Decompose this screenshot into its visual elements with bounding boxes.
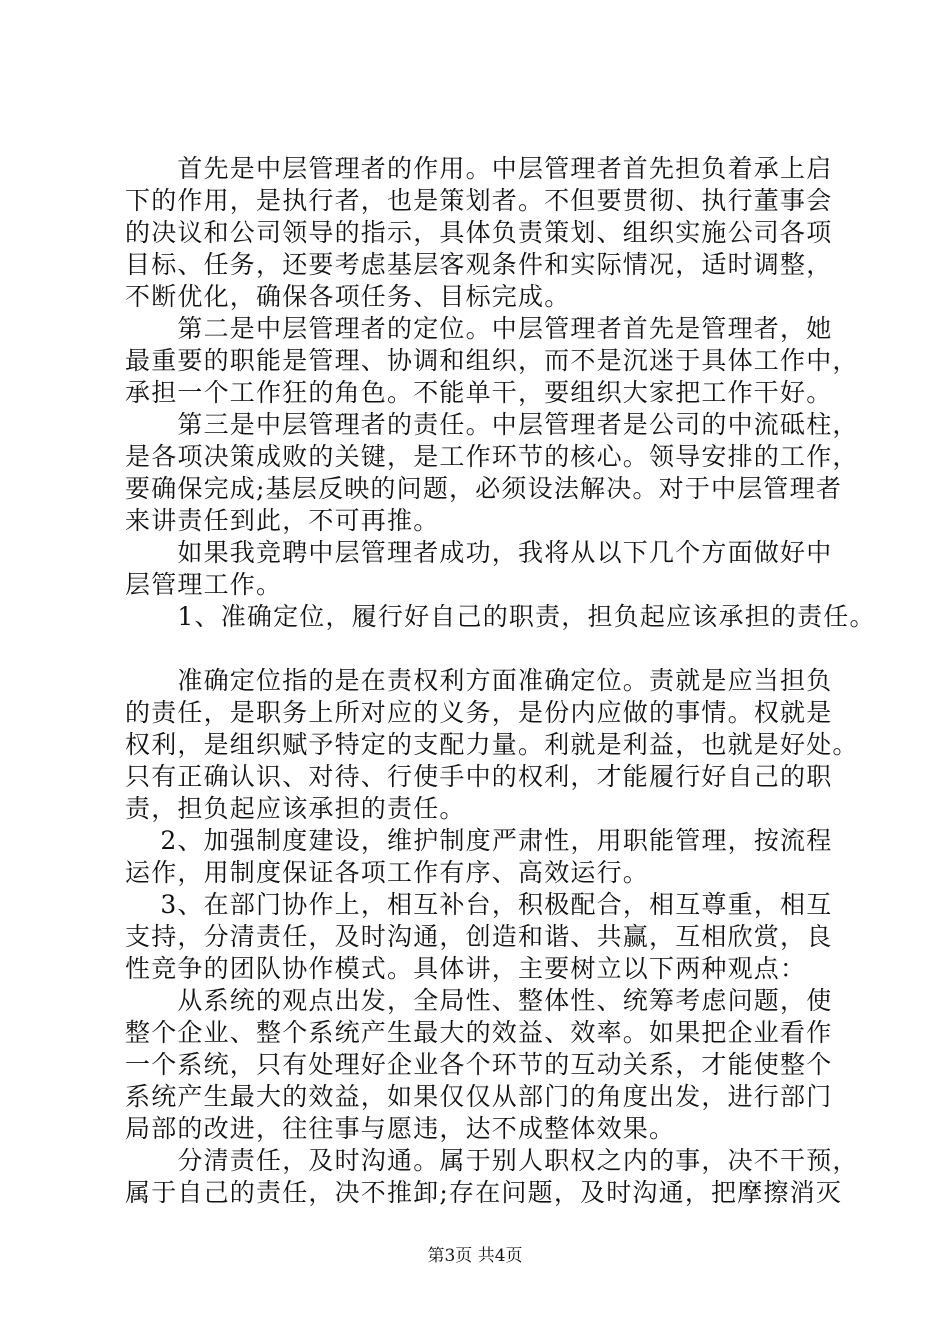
- text-line: 系统产生最大的效益，如果仅仅从部门的角度出发，进行部门: [125, 1082, 833, 1111]
- text-line: 目标、任务，还要考虑基层客观条件和实际情况，适时调整，: [125, 250, 833, 279]
- text-line: 下的作用，是执行者，也是策划者。不但要贯彻、执行董事会: [125, 186, 833, 215]
- text-line: 不断优化，确保各项任务、目标完成。: [125, 282, 571, 311]
- text-line: 3、在部门协作上，相互补台，积极配合，相互尊重，相互: [125, 890, 833, 919]
- text-line: 要确保完成;基层反映的问题，必须设法解决。对于中层管理者: [125, 474, 843, 503]
- page-footer: 第3页 共4页: [427, 1246, 523, 1266]
- text-line: 一个系统，只有处理好企业各个环节的互动关系，才能使整个: [125, 1050, 833, 1079]
- text-line: 准确定位指的是在责权利方面准确定位。责就是应当担负: [125, 666, 833, 695]
- text-line: 属于自己的责任，决不推卸;存在问题，及时沟通，把摩擦消灭: [125, 1178, 843, 1207]
- text-line: 分清责任，及时沟通。属于别人职权之内的事，决不干预，: [125, 1146, 859, 1175]
- text-line: 是各项决策成败的关键，是工作环节的核心。领导安排的工作，: [125, 442, 859, 471]
- text-line: 责，担负起应该承担的责任。: [125, 794, 466, 823]
- text-line: 如果我竞聘中层管理者成功，我将从以下几个方面做好中: [125, 538, 833, 567]
- text-line: 承担一个工作狂的角色。不能单干，要组织大家把工作干好。: [125, 378, 833, 407]
- text-line: 整个企业、整个系统产生最大的效益、效率。如果把企业看作: [125, 1018, 833, 1047]
- text-line: 只有正确认识、对待、行使手中的权利，才能履行好自己的职: [125, 762, 833, 791]
- text-line: 的决议和公司领导的指示，具体负责策划、组织实施公司各项: [125, 218, 833, 247]
- blank-line: [125, 633, 845, 665]
- text-line: 性竞争的团队协作模式。具体讲，主要树立以下两种观点：: [125, 954, 807, 983]
- text-line: 来讲责任到此，不可再推。: [125, 506, 440, 535]
- text-line: 首先是中层管理者的作用。中层管理者首先担负着承上启: [125, 154, 833, 183]
- text-line: 第三是中层管理者的责任。中层管理者是公司的中流砥柱，: [125, 410, 859, 439]
- text-line: 第二是中层管理者的定位。中层管理者首先是管理者，她: [125, 314, 833, 343]
- text-line: 支持，分清责任，及时沟通，创造和谐、共赢，互相欣赏，良: [125, 922, 833, 951]
- document-body: [125, 153, 876, 1209]
- text-line: 从系统的观点出发，全局性、整体性、统筹考虑问题，使: [125, 986, 833, 1015]
- text-line: 权利，是组织赋予特定的支配力量。利就是利益，也就是好处。: [125, 730, 859, 759]
- text-line: 层管理工作。: [125, 570, 283, 599]
- text-line: 局部的改进，往往事与愿违，达不成整体效果。: [125, 1114, 676, 1143]
- text-line: 最重要的职能是管理、协调和组织，而不是沉迷于具体工作中，: [125, 346, 859, 375]
- text-line: 的责任，是职务上所对应的义务，是份内应做的事情。权就是: [125, 698, 833, 727]
- text-line: 2、加强制度建设，维护制度严肃性，用职能管理，按流程: [125, 826, 833, 855]
- text-line: 运作，用制度保证各项工作有序、高效运行。: [125, 858, 650, 887]
- text-line: 1、准确定位，履行好自己的职责，担负起应该承担的责任。: [125, 602, 876, 631]
